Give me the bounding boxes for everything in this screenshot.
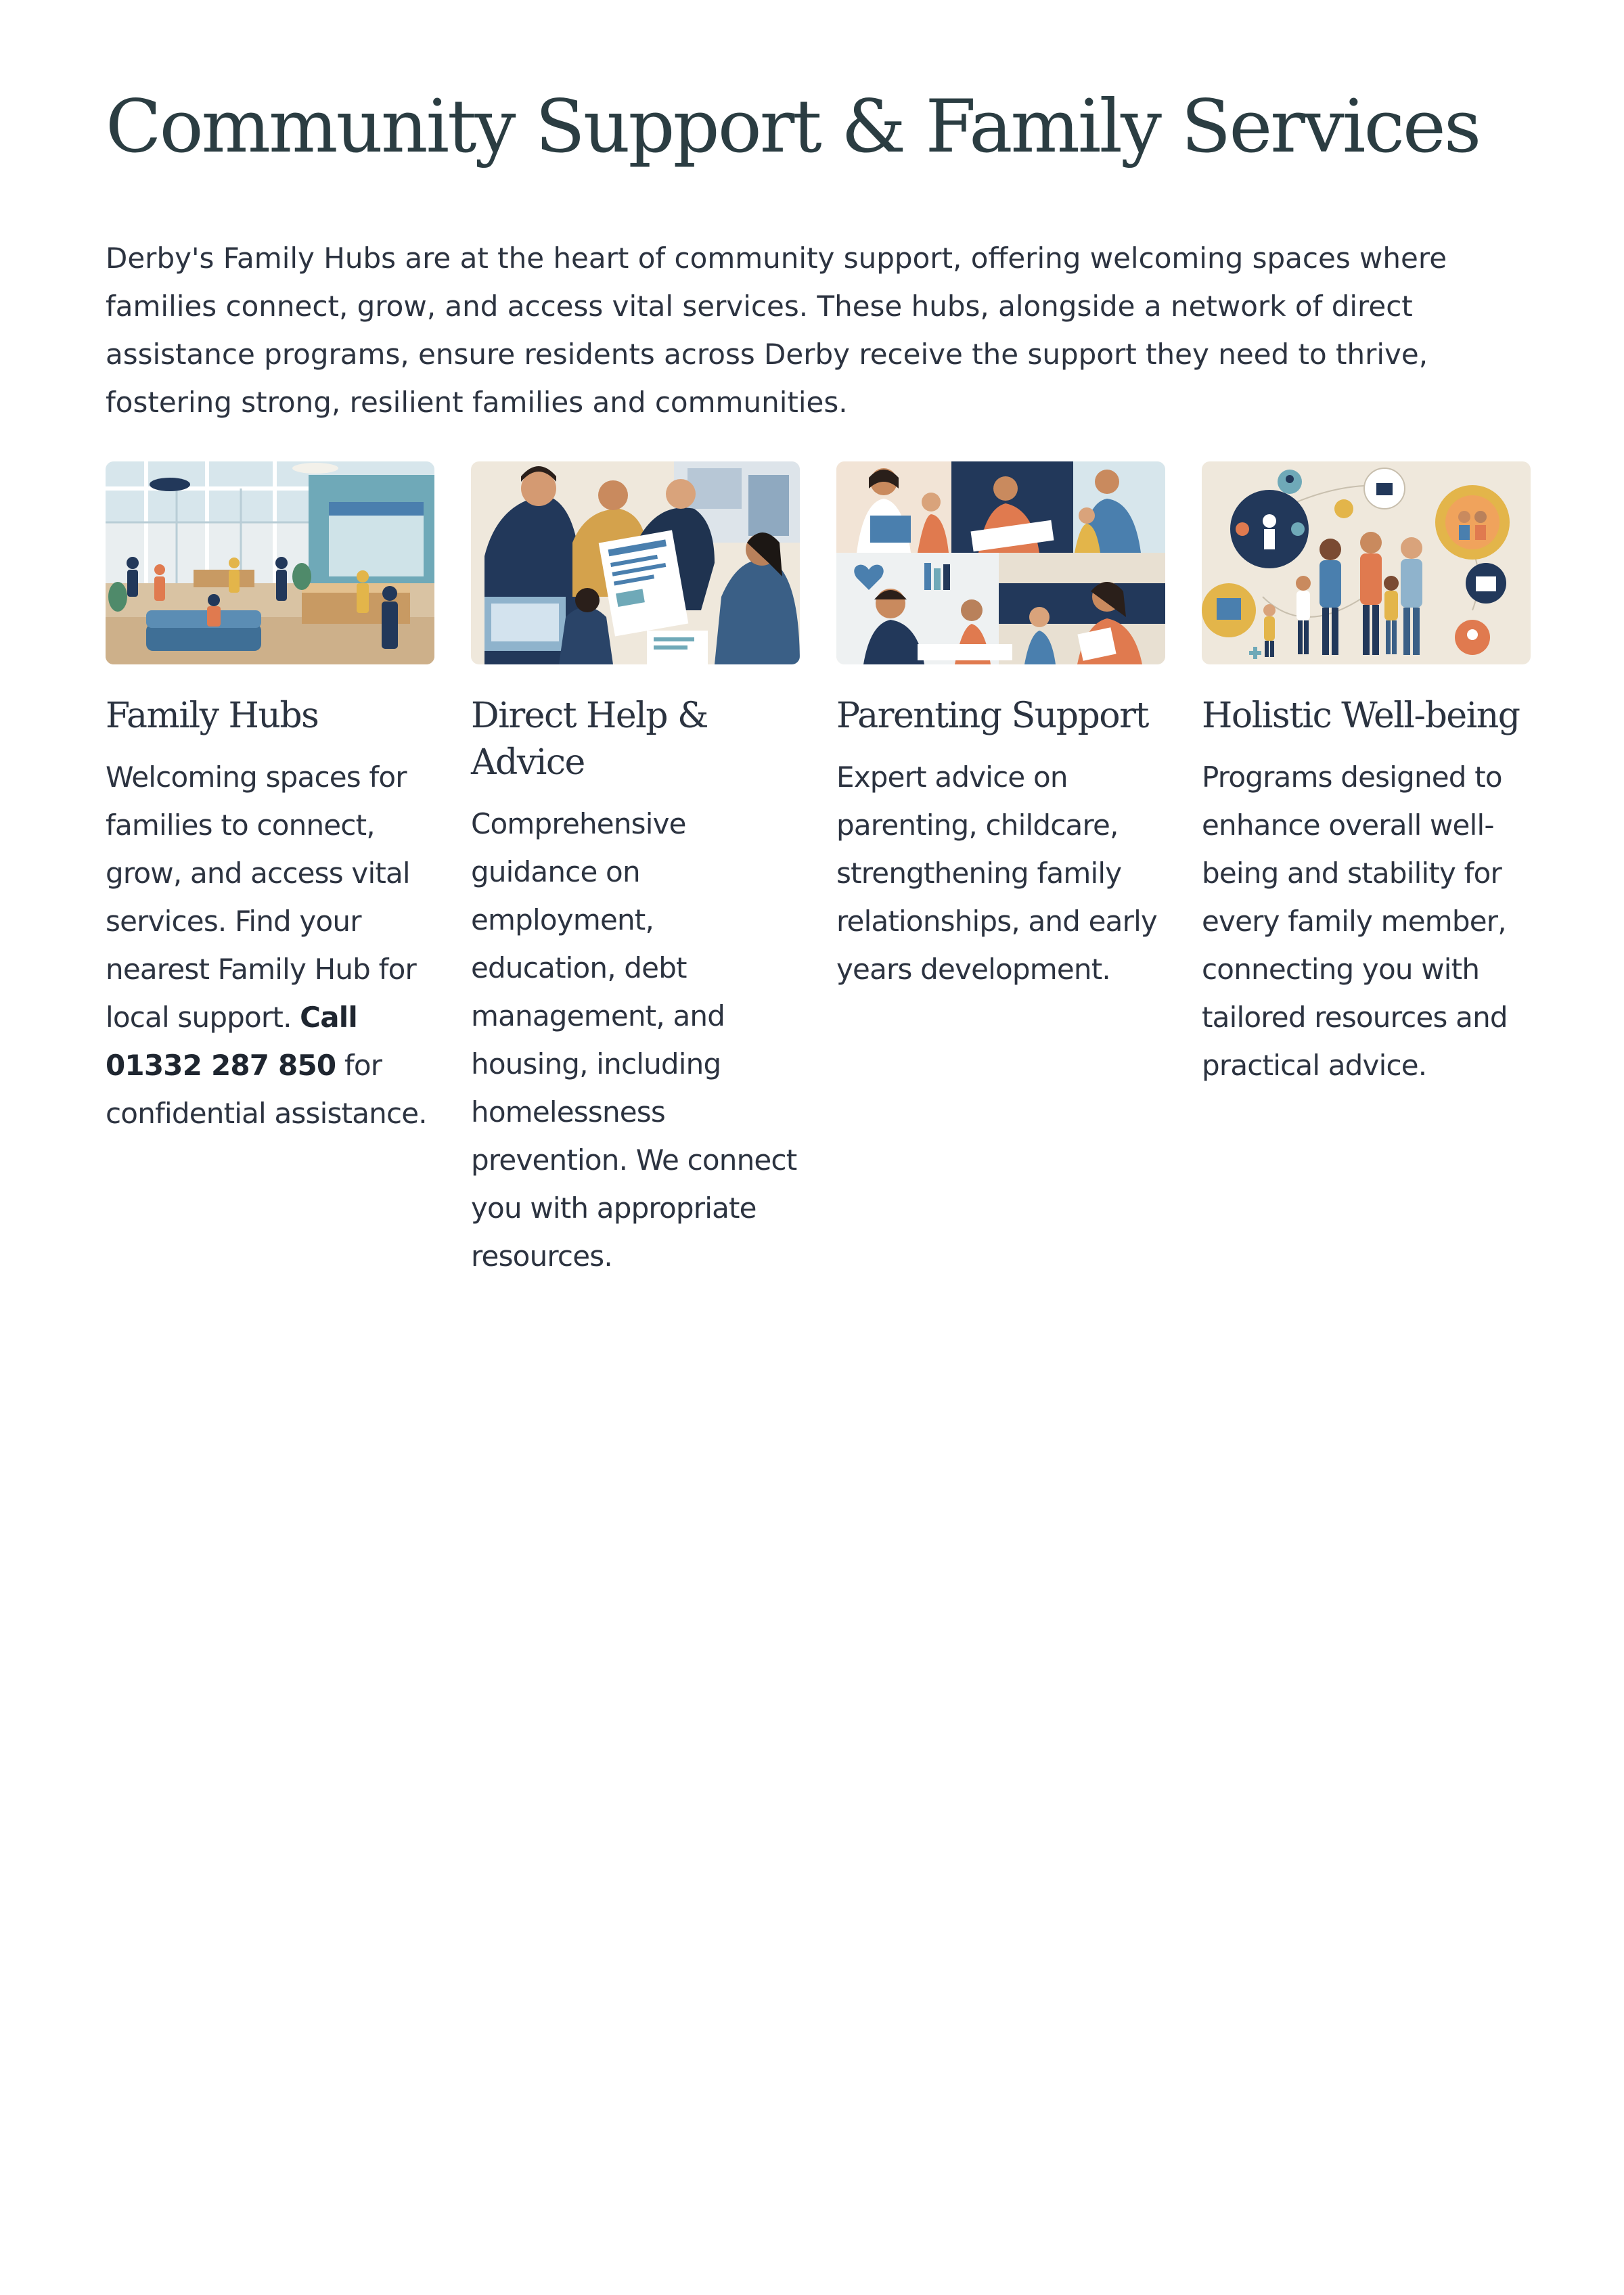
- intro-paragraph: Derby's Family Hubs are at the heart of community support, offering welcoming spaces where families connect, grow, and access vital services. These hubs, alongside a network of direct assistance programs, ensure residents across Derby receive the support they need to thrive, fostering strong, resilient families and communities.: [106, 242, 1447, 419]
- advisors-documents-illustration: [471, 461, 800, 664]
- card-heading: Family Hubs: [106, 696, 319, 736]
- service-cards: [106, 461, 1533, 1341]
- card-direct-help: [471, 461, 800, 1280]
- card-text-start: Welcoming spaces for families to connect, grow, and access vital services. Find your nearest Family Hub for local support.: [106, 760, 416, 1034]
- card-heading: Direct Help & Advice: [471, 696, 708, 783]
- parents-children-reading-illustration: [836, 461, 1165, 664]
- card-heading: Parenting Support: [836, 696, 1148, 736]
- card-description: [106, 753, 434, 1137]
- family-hub-interior-illustration: [106, 461, 434, 664]
- card-description: Expert advice on parenting, childcare, strengthening family relationships, and early years development.: [836, 760, 1157, 986]
- page-title: Community Support & Family Services: [106, 85, 1480, 169]
- card-family-hubs: [106, 461, 434, 1137]
- card-holistic-wellbeing: [1202, 461, 1531, 1089]
- page-content: [106, 80, 1533, 1273]
- family-wellbeing-network-illustration: [1202, 461, 1531, 664]
- card-description: Comprehensive guidance on employment, education, debt management, and housing, including homelessness prevention. We connect you with appropriate resources.: [471, 807, 797, 1273]
- card-heading: Holistic Well-being: [1202, 696, 1520, 736]
- card-parenting-support: [836, 461, 1165, 993]
- phone-number: Call 01332 287 850: [106, 1001, 357, 1082]
- card-text-end: for confidential assistance.: [106, 1049, 427, 1130]
- card-description: Programs designed to enhance overall well-being and stability for every family member, connecting you with tailored resources and practical advice.: [1202, 760, 1508, 1082]
